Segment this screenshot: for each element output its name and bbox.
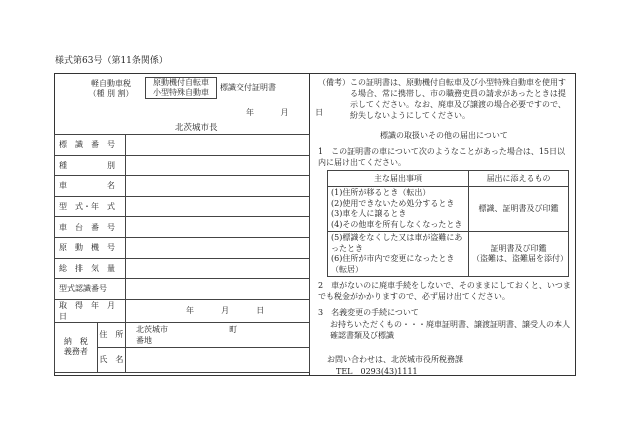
row-value[interactable]	[126, 155, 310, 176]
row-value[interactable]	[126, 237, 310, 258]
notification-table	[327, 170, 569, 277]
acquire-day-label: 日	[256, 306, 265, 316]
mayor-signature: 北茨城市長	[175, 123, 218, 133]
contact-info: お問い合わせは、北茨城市役所税務課	[327, 355, 463, 364]
tax-type-label	[78, 79, 144, 99]
group1-attachments: 標識、証明書及び印鑑	[469, 187, 569, 232]
table-row	[55, 176, 310, 197]
table-row	[55, 299, 310, 322]
address-town: 町	[229, 324, 238, 334]
row-label: 型 式・年 式	[55, 196, 126, 217]
row-label: 型式認識番号	[55, 279, 126, 300]
row-value[interactable]	[126, 217, 310, 238]
table-row	[55, 258, 310, 279]
issue-day-label: 日	[315, 108, 324, 117]
table-row	[55, 279, 310, 300]
table-row	[55, 135, 310, 156]
table-row	[328, 232, 569, 277]
acquire-month-label: 月	[221, 306, 230, 316]
table-row	[55, 237, 310, 258]
row-value[interactable]	[126, 279, 310, 300]
row-label: 車 台 番 号	[55, 217, 126, 238]
header-items: 主な届出事項	[328, 171, 469, 187]
row-value[interactable]	[126, 196, 310, 217]
row-value[interactable]	[126, 258, 310, 279]
issue-date-line	[246, 107, 347, 118]
vehicle-type-bottom: 小型特殊自動車	[153, 88, 209, 97]
table-row	[55, 322, 310, 347]
group1-items: (1)住所が移るとき（転出） (2)使用できないため処分するとき (3)車を人に譲るとき (4)その他車を所有しなくなったとき	[328, 187, 469, 232]
row-label: 総 排 気 量	[55, 258, 126, 279]
row-label: 原 動 機 号	[55, 237, 126, 258]
item-3-heading: 3 名義変更の手続について	[318, 308, 419, 317]
table-row	[328, 187, 569, 232]
table-row	[328, 171, 569, 187]
certificate-title: 標識交付証明書	[220, 83, 276, 92]
section-title: 標識の取扱いその他の届出について	[380, 131, 508, 140]
row-value[interactable]	[126, 135, 310, 156]
taxpayer-group-label	[55, 322, 98, 372]
header-attachments: 届出に添えるもの	[469, 171, 569, 187]
issue-month-label: 月	[280, 108, 289, 117]
item-2: 2 車がないのに廃車手続をしないで、そのままにしておくと、いつまでも税金がかかりますので、必ず届け出てください。	[318, 281, 571, 301]
group2-items: (5)標識をなくした又は車が盗難にあったとき (6)住所が市内で変更になったとき（転居）	[328, 232, 469, 277]
notes-heading: （備考）	[318, 78, 350, 87]
acquire-year-label: 年	[186, 306, 194, 316]
taxpayer-label-1: 納 税	[63, 337, 88, 347]
form-number: 様式第63号（第11条関係）	[55, 56, 168, 66]
vehicle-type-box	[145, 77, 217, 99]
row-label: 車 名	[55, 176, 126, 197]
issue-year-label: 年	[246, 108, 254, 117]
table-row	[55, 196, 310, 217]
row-label: 種 別	[55, 155, 126, 176]
name-value[interactable]	[126, 347, 310, 372]
group2-attachments: 証明書及び印鑑 （盗難は、盗難届を添付）	[469, 232, 569, 277]
vehicle-info-table	[54, 134, 310, 373]
address-city: 北茨城市	[136, 324, 168, 334]
notes-body: この証明書は、原動機付自転車及び小型特殊自動車を使用する場合、常に携帯し、市の職務吏員の請求があったときは提示してください。なお、廃車及び譲渡の場合必要ですので、紛失しないようにしてください。	[350, 78, 566, 120]
row-value[interactable]	[126, 176, 310, 197]
phone-number: TEL 0293(43)1111	[336, 367, 418, 376]
taxpayer-label-2: 義務者	[63, 347, 88, 357]
row-label: 標 識 番 号	[55, 135, 126, 156]
tax-type-bottom: （種 別 割）	[88, 89, 134, 98]
tax-type-top: 軽自動車税	[91, 79, 131, 88]
row-label: 取 得 年 月 日	[55, 299, 126, 322]
table-row	[55, 217, 310, 238]
acquire-date-value[interactable]	[126, 299, 310, 322]
item-3-body: お持ちいただくもの・・・廃車証明書、譲渡証明書、譲受人の本人確認書類及び標識	[330, 320, 570, 340]
vehicle-type-top: 原動機付自転車	[153, 78, 209, 87]
address-value[interactable]	[126, 322, 310, 347]
address-label: 住 所	[97, 322, 125, 347]
table-row	[55, 155, 310, 176]
name-label: 氏 名	[97, 347, 125, 372]
address-number: 番地	[136, 335, 152, 345]
item-1: 1 この証明書の車について次のようなことがあった場合は、15日以内に届け出てください。	[318, 147, 566, 167]
